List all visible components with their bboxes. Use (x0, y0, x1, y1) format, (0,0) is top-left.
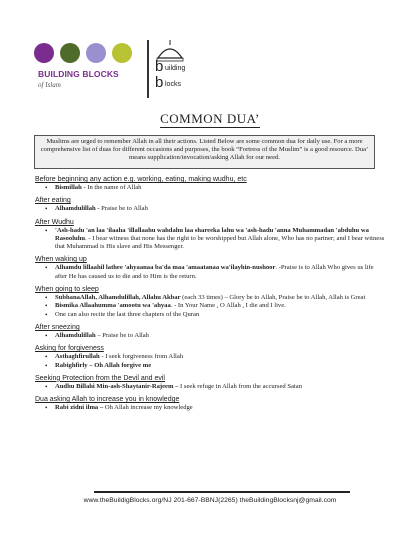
dua-item (35, 294, 387, 302)
brand-color-dots (34, 43, 132, 63)
dua-meaning: I seek refuge in Allah from the accursed Satan (178, 382, 302, 390)
dua-arabic: Audhu Billahi Min-ash-Shaytanir-Rajeem – (55, 382, 179, 390)
logo-letter-b1: b (155, 58, 164, 75)
dua-item (35, 264, 387, 281)
dua-item (35, 302, 387, 310)
dua-section (35, 285, 387, 319)
dua-items (35, 264, 387, 281)
dua-meaning: . - I bear witness that none has the right to be worshipped but Allah alone, Who has no partner; and I bear witness that Muhammad is His slave and His Messenger. (55, 234, 385, 251)
section-heading: After sneezing (35, 323, 80, 331)
dua-meaning: . - In Your Name , O Allah , I die and I live. (170, 302, 286, 310)
section-heading: When waking up (35, 256, 87, 264)
dua-arabic: Alhamdu lillaahil lathee 'ahyaanaa ba'da maa 'amaatanaa wa'ilayhin-nushoor (55, 264, 276, 272)
section-heading: After eating (35, 197, 71, 205)
dua-section (35, 255, 387, 281)
dua-section (35, 175, 387, 192)
dua-section (35, 218, 387, 252)
footer-contact: www.theBuildigBlocks.org/NJ 201-667-BBNJ(2265) theBuildingBlocksnj@gmail.com (83, 497, 337, 504)
dua-arabic: Rabi zidni ilma – (55, 404, 104, 412)
logo-word-1: uilding (165, 65, 186, 72)
dua-arabic: Bismillah - (55, 184, 86, 191)
dua-section (35, 344, 387, 370)
section-heading: Before beginning any action e.g. working, eating, making wudhu, etc (35, 176, 247, 183)
dua-items (35, 332, 387, 340)
brand-dot (60, 43, 80, 63)
dua-meaning: In the name of Allah (85, 184, 142, 191)
footer-divider (94, 491, 350, 493)
page-title: COMMON DUA’ (160, 111, 260, 126)
dua-item (35, 311, 387, 319)
dua-items (35, 227, 387, 252)
logo-word-2: locks (165, 81, 181, 88)
dua-items (35, 294, 387, 319)
dua-meaning: Oh Allah increase my knowledge (103, 404, 193, 412)
dua-arabic: Alhamdulillah - (55, 205, 100, 213)
dua-item (35, 362, 387, 370)
dua-item (35, 184, 387, 192)
dua-section (35, 196, 387, 213)
brand-dot (86, 43, 106, 63)
dua-section (35, 395, 387, 412)
dua-meaning: - I seek forgiveness from Allah (99, 353, 184, 361)
dua-item (35, 332, 387, 340)
dua-items (35, 184, 387, 192)
brand-dot (34, 43, 54, 63)
section-heading: After Wudhu (35, 218, 74, 226)
dua-item (35, 205, 387, 213)
logo-letter-b2: b (155, 74, 164, 91)
dua-item (35, 227, 387, 252)
dua-arabic: Alhamdulillah (55, 331, 96, 339)
dua-list (35, 175, 387, 416)
dua-arabic: 'Ash-hadu 'an laa 'ilaaha 'illallaahu wahdahu laa shareeka lahu wa 'ash-hadu 'anna Muhammadan 'abduhu wa Rasooluhu (55, 226, 369, 242)
dua-items (35, 353, 387, 370)
building-blocks-logo (152, 38, 188, 100)
dua-items (35, 404, 387, 412)
dua-items (35, 383, 387, 391)
dua-meaning: . -Praise is to Allah Who gives us life after He has caused us to die and to Him is the return. (55, 264, 374, 280)
dua-arabic: SubhanaAllah, Alhamdulillah, Allahu Akbar (55, 294, 181, 302)
dua-section (35, 323, 387, 340)
dua-meaning: One can also recite the last three chapters of the Quran (55, 310, 200, 318)
brand-name: BUILDING BLOCKS (38, 69, 119, 79)
section-heading: Dua asking Allah to increase you in knowledge (35, 396, 180, 404)
dua-arabic: Asthaghfirullah (55, 353, 100, 361)
dua-meaning: (each 33 times) – Glory be to Allah, Praise be to Allah, Allah is Great (180, 294, 366, 302)
dua-item (35, 353, 387, 361)
dua-item (35, 404, 387, 412)
dua-meaning: – Praise be to Allah (95, 331, 149, 339)
section-heading: Seeking Protection from the Devil and evil (35, 374, 165, 382)
section-heading: Asking for forgiveness (35, 345, 104, 353)
brand-tagline: of Islam (38, 81, 61, 89)
dua-arabic: Rabighfirly – Oh Allah forgive me (55, 361, 152, 369)
dua-items (35, 205, 387, 213)
logo-divider (147, 40, 149, 98)
section-heading: When going to sleep (35, 286, 99, 294)
dua-meaning: Praise be to Allah (99, 205, 148, 213)
brand-dot (112, 43, 132, 63)
dua-arabic: Bismika Allaahumma 'amootu wa 'ahyaa (55, 302, 171, 310)
intro-box: Muslims are urged to remember Allah in all their actions. Listed Below are some common dua for daily use. For a more comprehensive list of duas for different occasions and purposes, the book “Fortress of the Muslim” is a good resource. Dua’ means supplication/invocation/asking Allah for our need. (34, 135, 375, 169)
dua-item (35, 383, 387, 391)
dua-section (35, 374, 387, 391)
